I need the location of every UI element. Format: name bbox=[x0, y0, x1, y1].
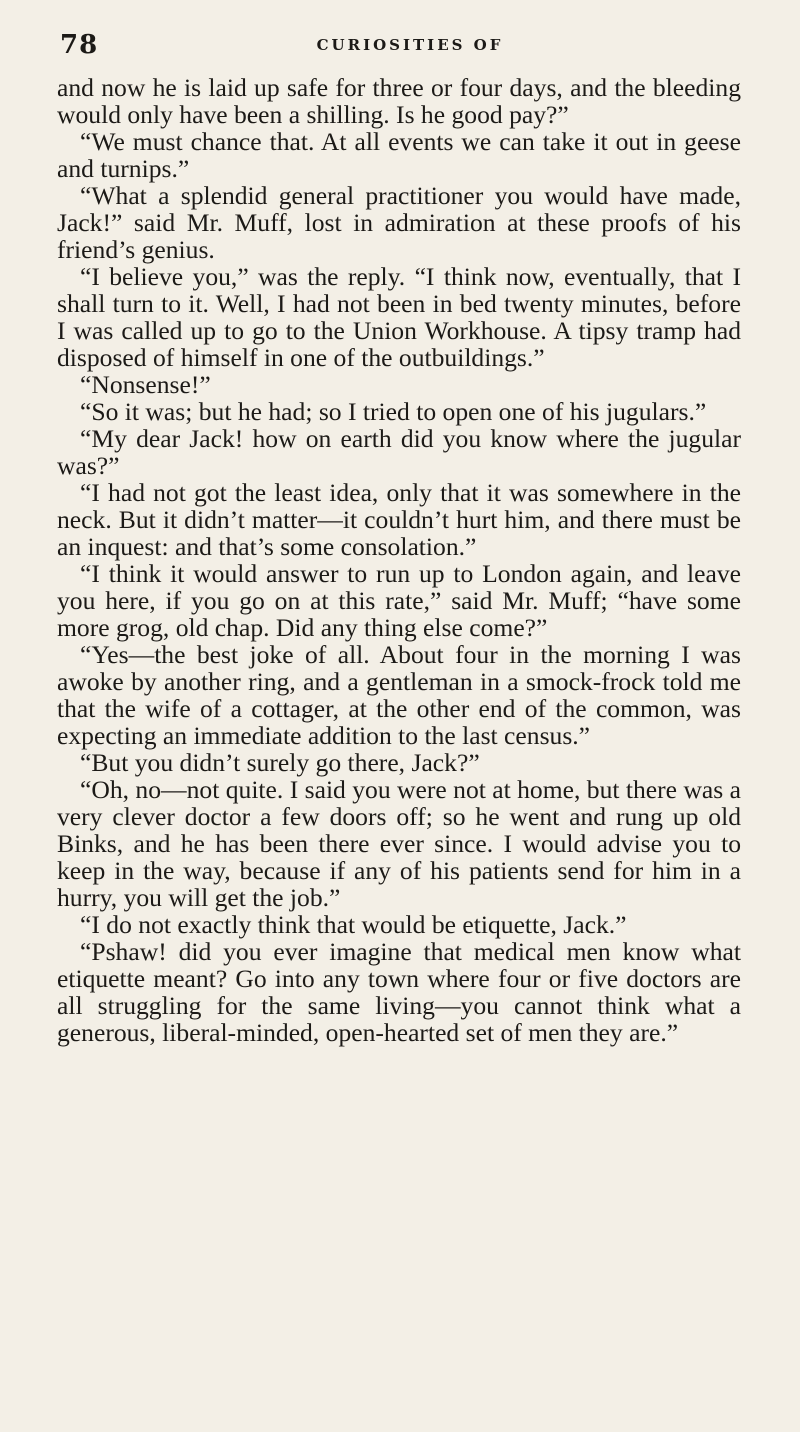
paragraph: “Oh, no—not quite. I said you were not at home, but there was a very clever doctor a few doors off; so he went and rung up old Binks, and he has been there ever since. I would advise you to keep in the way, because if any of his patients send for him in a hurry, you will get the job.” bbox=[57, 775, 742, 912]
paragraph: “What a splendid general practitioner you would have made, Jack!” said Mr. Muff, lost in admiration at these proofs of his friend’s genius. bbox=[57, 181, 741, 264]
paragraph: “I had not got the least idea, only that it was somewhere in the neck. But it didn’t matter—it couldn’t hurt him, and there must be an inquest: and that’s some consolation.” bbox=[57, 478, 741, 561]
paragraph: “We must chance that. At all events we can take it out in geese and turnips.” bbox=[57, 127, 741, 183]
paragraph: “Nonsense!” bbox=[80, 370, 211, 399]
running-title: CURIOSITIES OF bbox=[316, 36, 504, 54]
page-number: 78 bbox=[60, 30, 99, 60]
paragraph: “I think it would answer to run up to London again, and leave you here, if you go on at this rate,” said Mr. Muff; “have some more grog, old chap. Did any thing else come?” bbox=[57, 559, 741, 642]
running-head bbox=[60, 30, 760, 60]
paragraph: “I believe you,” was the reply. “I think now, eventually, that I shall turn to it. Well, I had not been in bed twenty minutes, before I was called up to go to the Union Workhouse. A tipsy tramp had disposed of himself in one of the outbuildings.” bbox=[57, 262, 741, 372]
paragraph: “But you didn’t surely go there, Jack?” bbox=[80, 748, 480, 777]
paragraph: “So it was; but he had; so I tried to open one of his jugulars.” bbox=[80, 397, 707, 426]
paragraph: “Yes—the best joke of all. About four in the morning I was awoke by another ring, and a gentleman in a smock-frock told me that the wife of a cottager, at the other end of the common, was expecting an immediate addition to the last census.” bbox=[57, 640, 741, 750]
paragraph: “I do not exactly think that would be etiquette, Jack.” bbox=[80, 910, 627, 939]
body-text bbox=[57, 74, 741, 1046]
paragraph: “Pshaw! did you ever imagine that medical men know what etiquette meant? Go into any town where four or five doctors are all struggling for the same living—you cannot think what a generous, liberal-minded, open-hearted set of men they are.” bbox=[57, 937, 741, 1047]
paragraph: “My dear Jack! how on earth did you know where the jugular was?” bbox=[57, 424, 741, 480]
paragraph: and now he is laid up safe for three or four days, and the bleeding would only have been a shilling. Is he good pay?” bbox=[57, 73, 741, 129]
